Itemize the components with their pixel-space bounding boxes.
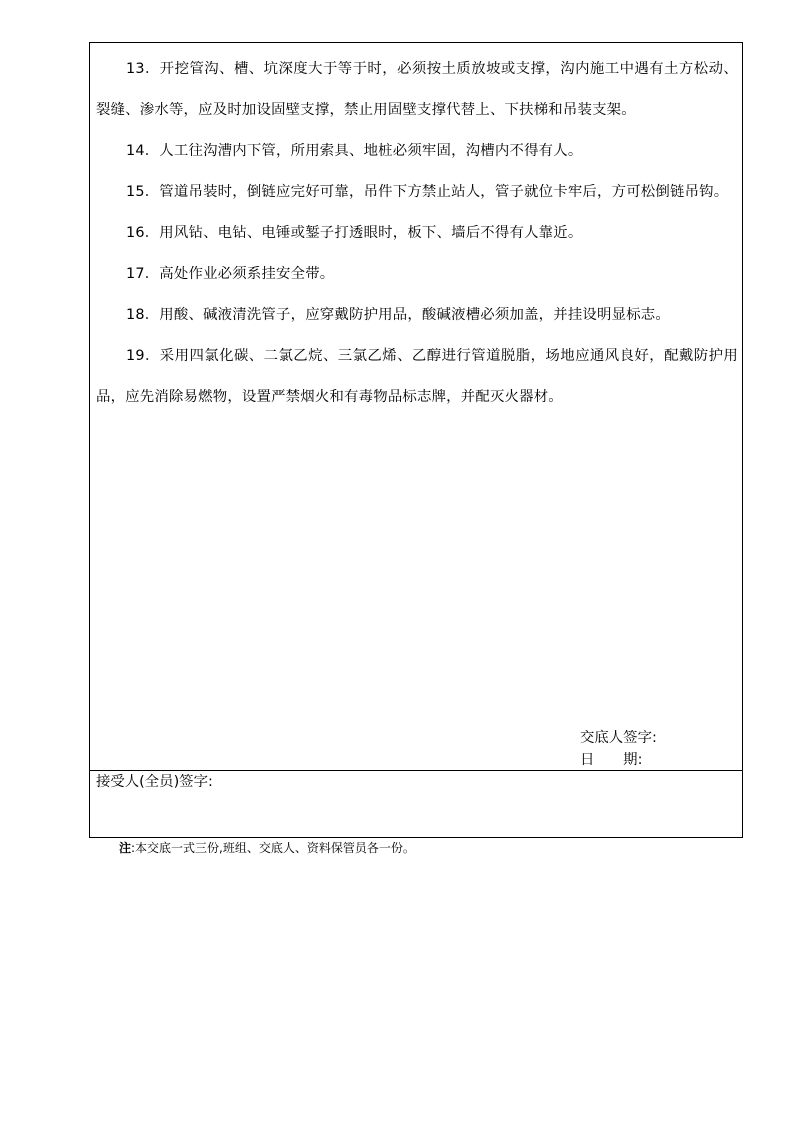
instruction-15: 15．管道吊装时，倒链应完好可靠，吊件下方禁止站人，管子就位卡牢后，方可松倒链吊钩。 [126,184,729,200]
note-prefix: 注 [119,841,132,855]
receiver-signature-label: 接受人(全员)签字: [96,774,213,790]
disclosure-date-label: 日 期: [580,752,643,768]
instruction-17: 17．高处作业必须系挂安全带。 [126,266,335,282]
safety-instructions [96,49,738,418]
discloser-signature-label: 交底人签字: [580,730,657,746]
footer-note [119,840,415,856]
note-text: :本交底一式三份,班组、交底人、资料保管员各一份。 [131,841,415,855]
instruction-13: 13．开挖管沟、槽、坑深度大于等于时，必须按土质放坡或支撑，沟内施工中遇有土方松动、裂缝、渗水等，应及时加设固壁支撑，禁止用固壁支撑代替上、下扶梯和吊装支架。 [96,61,738,118]
instruction-14: 14．人工往沟漕内下管，所用索具、地桩必须牢固，沟槽内不得有人。 [126,143,583,159]
instruction-18: 18．用酸、碱液清洗管子，应穿戴防护用品，酸碱液槽必须加盖，并挂设明显标志。 [126,307,670,323]
section-divider [89,770,743,771]
instruction-16: 16．用风钻、电钻、电锤或錾子打透眼时，板下、墙后不得有人靠近。 [126,225,583,241]
instruction-19: 19．采用四氯化碳、二氯乙烷、三氯乙烯、乙醇进行管道脱脂，场地应通风良好，配戴防护用品，应先消除易燃物，设置严禁烟火和有毒物品标志牌，并配灭火器材。 [96,348,738,405]
